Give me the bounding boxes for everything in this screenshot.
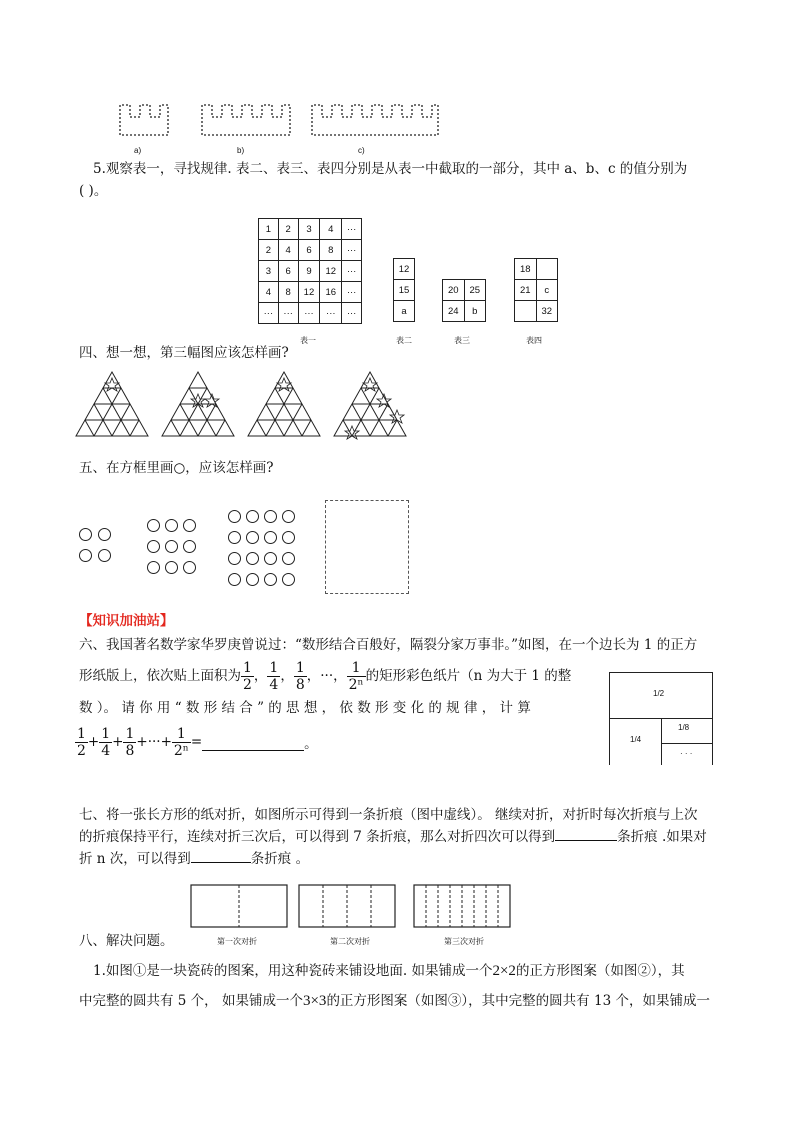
caption-table-one: 表一 xyxy=(300,336,316,345)
q6-answer-blank[interactable] xyxy=(202,734,304,751)
fold-caption-2: 第二次对折 xyxy=(330,937,370,946)
q6-sum-expression: $\frac{1}{2}$ + $\frac{1}{4}$ + $\frac{1}{8}$ + ··· + $\frac{1}{\text{2ⁿ}}$ = 。 xyxy=(77,725,318,759)
q6-line1: 六、我国著名数学家华罗庚曾说过：“数形结合百般好，隔裂分家万事非。”如图，在一个边长为 1 的正方 xyxy=(79,637,698,653)
q7-blank-1[interactable] xyxy=(555,826,617,841)
frac-half: $\frac{1}{2}$ xyxy=(243,659,252,693)
folding-figure xyxy=(190,884,520,930)
fold-caption-3: 第三次对折 xyxy=(444,937,484,946)
fence-label-c: c) xyxy=(358,146,365,155)
q8-line1: 1.如图①是一块瓷砖的图案，用这种瓷砖来铺设地面. 如果铺成一个2×2的正方形图案（如图②），其 xyxy=(93,963,685,979)
frac-eighth: $\frac{1}{8}$ xyxy=(295,659,305,693)
table-two: 12 15 a xyxy=(393,258,415,322)
fold-caption-1: 第一次对折 xyxy=(217,937,257,946)
answer-box[interactable] xyxy=(325,500,409,594)
caption-table-two: 表二 xyxy=(396,336,412,345)
q7-line2: 的折痕保持平行，连续对折三次后，可以得到 7 条折痕，那么对折四次可以得到 条折痕 .如果对 xyxy=(79,826,707,848)
table-one: 1 2 3 4 ··· 2 4 6 8 ··· 3 6 9 12 ··· 4 8 12 16 ··· ··· ··· ··· ··· ··· xyxy=(258,218,362,324)
triangle-4 xyxy=(334,372,406,436)
fence-label-a: a) xyxy=(134,146,142,155)
label-eighth: 1/8 xyxy=(678,723,690,732)
q8-title: 八、解决问题。 xyxy=(79,933,174,949)
triangle-pattern-figure xyxy=(72,368,422,442)
label-half: 1/2 xyxy=(653,689,665,698)
knowledge-title: 【知识加油站】 xyxy=(79,613,174,629)
q4-title: 四、想一想，第三幅图应该怎样画? xyxy=(79,345,289,361)
caption-table-three: 表三 xyxy=(454,336,470,345)
q5-line2: ( )。 xyxy=(79,183,108,199)
q6-square-figure xyxy=(609,672,713,765)
caption-table-four: 表四 xyxy=(526,336,542,345)
q7-line3: 折 n 次，可以得到 条折痕 。 xyxy=(79,848,309,870)
q6-line3: 数 ）。 请 你 用 “ 数 形 结 合 ” 的 思 想 ， 依 数 形 变 化 的 规 律 ， 计 算 xyxy=(79,700,531,716)
frac-n: $\frac{1}{\text{2ⁿ}}$ xyxy=(348,659,364,693)
label-quarter: 1/4 xyxy=(630,735,642,744)
label-dots: · · · xyxy=(680,749,693,758)
q7-blank-2[interactable] xyxy=(191,848,251,863)
q8-line2: 中完整的圆共有 5 个， 如果铺成一个3×3的正方形图案（如图③），其中完整的圆共有 13 个，如果铺成一 xyxy=(79,993,710,1009)
frac-quarter: $\frac{1}{4}$ xyxy=(269,659,279,693)
q5b-title: 五、在方框里画○，应该怎样画? xyxy=(79,460,274,476)
q5-line1: 5.观察表一，寻找规律. 表二、表三、表四分别是从表一中截取的一部分，其中 a、b、c 的值分别为 xyxy=(93,161,688,177)
table-three: 20 25 24 b xyxy=(442,279,486,322)
fence-figure xyxy=(110,95,450,157)
q7-line1: 七、将一张长方形的纸对折，如图所示可得到一条折痕（图中虚线）。 继续对折，对折时每次折痕与上次 xyxy=(79,807,698,823)
fence-label-b: b) xyxy=(237,146,245,155)
triangle-3 xyxy=(248,372,320,436)
triangle-1 xyxy=(76,372,148,436)
table-four: 18 21 c 32 xyxy=(514,258,558,322)
q6-line2: 形纸版上，依次贴上面积为 $\frac{1}{2}$ ， $\frac{1}{4}$ ， $\frac{1}{8}$ ， ··· ， $\frac{1}{\text{2ⁿ}}$ 的矩形彩色纸片（n 为大于 1 的整 xyxy=(79,659,572,693)
